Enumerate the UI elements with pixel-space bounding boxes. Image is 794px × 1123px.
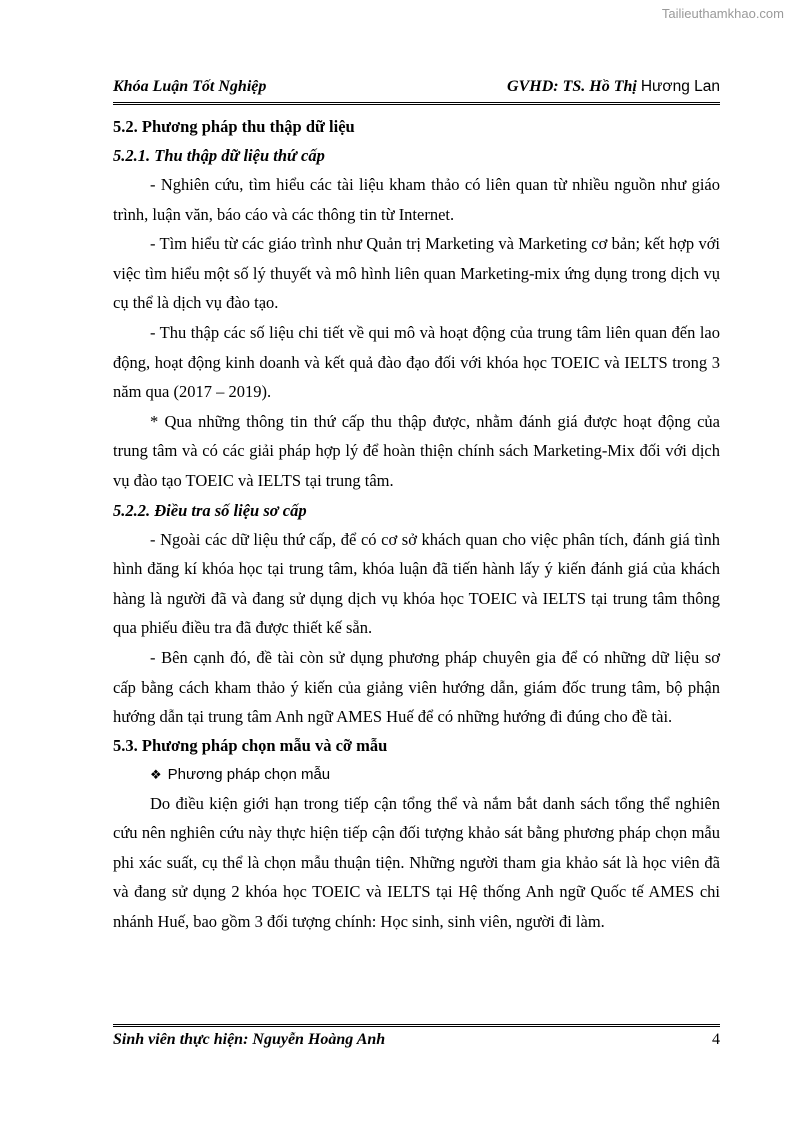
bullet-label: Phương pháp chọn mẫu <box>167 765 331 783</box>
page-number: 4 <box>712 1031 720 1048</box>
paragraph: * Qua những thông tin thứ cấp thu thập được, nhằm đánh giá được hoạt động của trung tâm và có các giải pháp hợp lý để hoàn thiện chính sách Marketing-Mix đối với dịch vụ đào tạo TOEIC và IELTS tại trung tâm. <box>113 411 720 490</box>
page-footer <box>113 1024 720 1053</box>
paragraph: - Nghiên cứu, tìm hiểu các tài liệu kham thảo có liên quan từ nhiều nguồn như giáo trình, luận văn, báo cáo và các thông tin từ Internet. <box>113 175 720 224</box>
footer-student: Sinh viên thực hiện: Nguyễn Hoàng Anh <box>113 1031 386 1048</box>
header-advisor-name: Hương Lan <box>640 78 720 95</box>
bullet-item <box>113 760 720 789</box>
diamond-bullet-icon: ❖ <box>150 767 162 783</box>
header-advisor <box>507 78 720 96</box>
paragraph: - Thu thập các số liệu chi tiết về qui mô và hoạt động của trung tâm liên quan đến lao động, hoạt động kinh doanh và kết quả đào đạo đối với khóa học TOEIC và IELTS trong 3 năm qua (2017 – 2019). <box>113 322 720 402</box>
header-thesis-title: Khóa Luận Tốt Nghiệp <box>113 78 267 95</box>
watermark-text: Tailieuthamkhao.com <box>661 6 784 21</box>
paragraph: Do điều kiện giới hạn trong tiếp cận tổng thể và nắm bắt danh sách tổng thể nghiên cứu nên nghiên cứu này thực hiện tiếp cận đối tượng khảo sát bằng phương pháp chọn mẫu phi xác suất, cụ thể là chọn mẫu thuận tiện. Những người tham gia khảo sát là học viên đã và đang sử dụng 2 khóa học TOEIC và IELTS tại Hệ thống Anh ngữ Quốc tế AMES chi nhánh Huế, bao gồm 3 đối tượng chính: Học sinh, sinh viên, người đi làm. <box>113 793 720 932</box>
paragraph: - Ngoài các dữ liệu thứ cấp, để có cơ sở khách quan cho việc phân tích, đánh giá tình hình đăng kí khóa học tại trung tâm, khóa luận đã tiến hành lấy ý kiến đánh giá của khách hàng là người đã và đang sử dụng dịch vụ khóa học TOEIC và IELTS tại trung tâm thông qua phiếu điều tra đã được thiết kế sẵn. <box>113 529 720 638</box>
page-body <box>113 113 720 937</box>
header-advisor-prefix: GVHD: TS. Hồ Thị <box>507 78 637 95</box>
subsection-heading-5-2-2: 5.2.2. Điều tra số liệu sơ cấp <box>113 500 307 520</box>
page-header <box>113 78 720 105</box>
paragraph: - Tìm hiểu từ các giáo trình như Quản trị Marketing và Marketing cơ bản; kết hợp với việc tìm hiểu một số lý thuyết và mô hình liên quan Marketing-mix ứng dụng trong dịch vụ cụ thể là dịch vụ đào tạo. <box>113 234 720 313</box>
section-heading-5-2: 5.2. Phương pháp thu thập dữ liệu <box>113 117 355 136</box>
subsection-heading-5-2-1: 5.2.1. Thu thập dữ liệu thứ cấp <box>113 146 325 165</box>
paragraph: - Bên cạnh đó, đề tài còn sử dụng phương pháp chuyên gia để có những dữ liệu sơ cấp bằng cách kham thảo ý kiến của giảng viên hướng dẫn, giám đốc trung tâm, bộ phận hướng dẫn tại trung tâm Anh ngữ AMES Huế để có những hướng đi đúng cho đề tài. <box>113 647 720 727</box>
section-heading-5-3: 5.3. Phương pháp chọn mẫu và cỡ mẫu <box>113 735 388 755</box>
